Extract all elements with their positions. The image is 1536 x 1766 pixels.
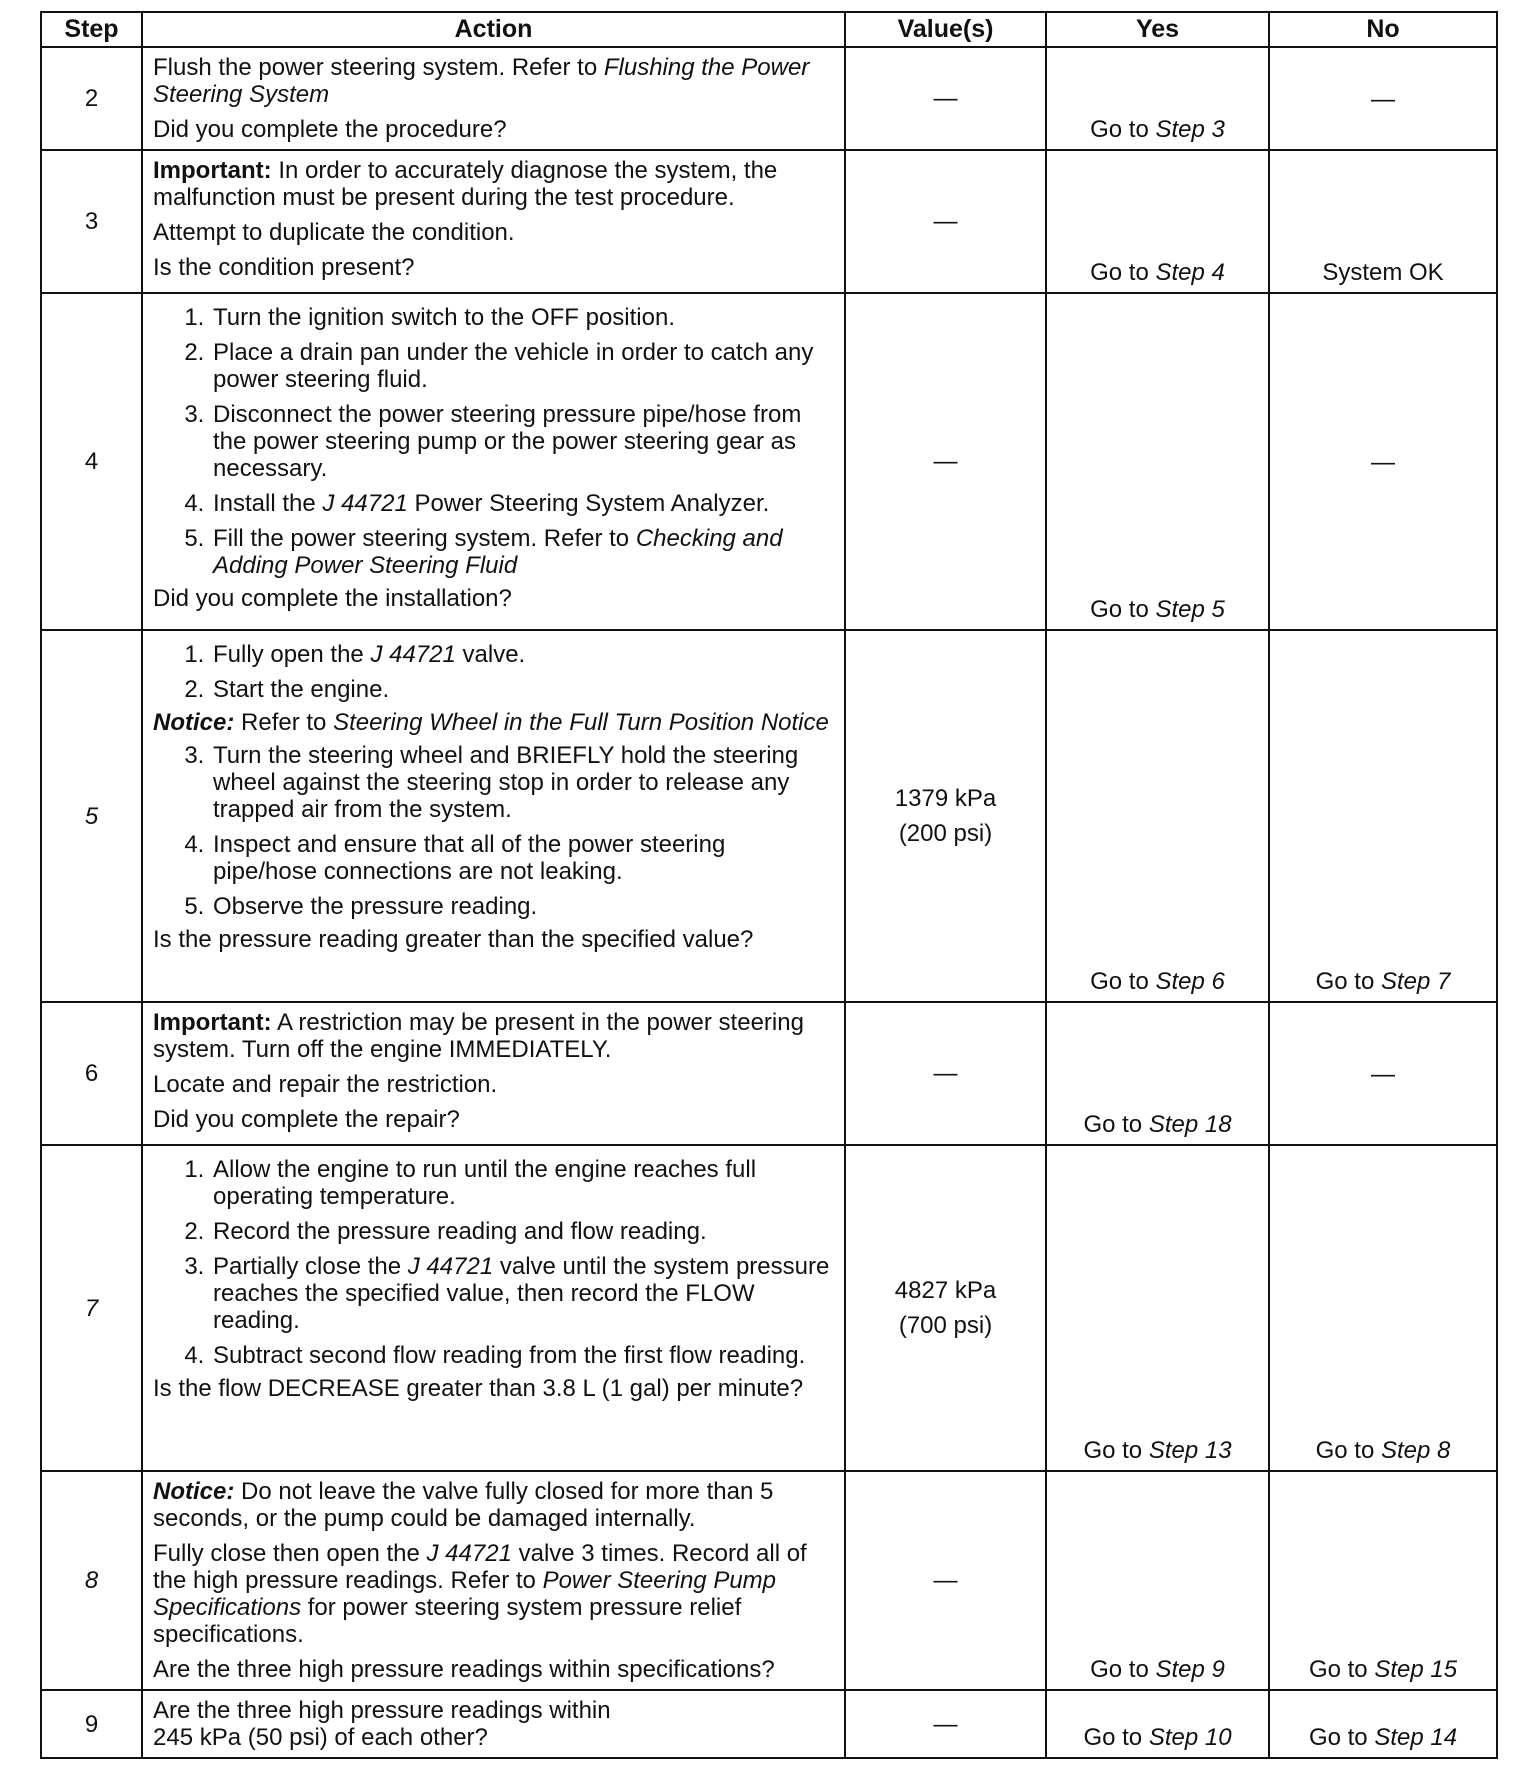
header-action: Action bbox=[142, 12, 845, 47]
yes-cell: Go to Step 10 bbox=[1046, 1690, 1269, 1758]
list-item: 3. Partially close the J 44721 valve until the system pressure reaches the specified value, then record the FLOW reading. bbox=[211, 1253, 836, 1334]
yes-cell: Go to Step 13 bbox=[1046, 1145, 1269, 1471]
action-cell bbox=[142, 1145, 845, 1471]
action-question: Is the condition present? bbox=[153, 254, 415, 281]
header-row bbox=[41, 12, 1497, 47]
table-row-step-6 bbox=[41, 1002, 1497, 1145]
list-item: 4. Inspect and ensure that all of the power steering pipe/hose connections are not leaking. bbox=[211, 831, 836, 885]
action-text: Attempt to duplicate the condition. bbox=[153, 219, 515, 246]
no-cell: Go to Step 14 bbox=[1269, 1690, 1497, 1758]
action-cell bbox=[142, 47, 845, 150]
action-question-line: 245 kPa (50 psi) of each other? bbox=[153, 1724, 488, 1751]
no-cell: Go to Step 7 bbox=[1269, 630, 1497, 1002]
header-yes: Yes bbox=[1046, 12, 1269, 47]
list-item: 3. Disconnect the power steering pressure pipe/hose from the power steering pump or the power steering gear as necessary. bbox=[211, 401, 836, 482]
no-cell: Go to Step 8 bbox=[1269, 1145, 1497, 1471]
value-kpa: 1379 kPa bbox=[894, 785, 997, 812]
table-row-step-2 bbox=[41, 47, 1497, 150]
action-text: Locate and repair the restriction. bbox=[153, 1071, 498, 1098]
value-cell: — bbox=[845, 47, 1046, 150]
value-kpa: 4827 kPa bbox=[894, 1277, 997, 1304]
action-text: Fully close then open the J 44721 valve 3 times. Record all of the high pressure readings. Refer to Power Steering Pump Specifications for power steering system pressure relief specifications. bbox=[153, 1540, 807, 1648]
action-question: Are the three high pressure readings within specifications? bbox=[153, 1656, 775, 1683]
list-item: 1. Allow the engine to run until the engine reaches full operating temperature. bbox=[211, 1156, 836, 1210]
action-cell bbox=[142, 1002, 845, 1145]
action-text: Flush the power steering system. Refer to Flushing the Power Steering System bbox=[153, 54, 810, 108]
diagnostic-table bbox=[40, 11, 1498, 1759]
step-number: 9 bbox=[41, 1690, 142, 1758]
list-item: 5. Fill the power steering system. Refer to Checking and Adding Power Steering Fluid bbox=[211, 525, 836, 579]
action-question-line: Are the three high pressure readings within bbox=[153, 1697, 611, 1724]
table-row-step-3 bbox=[41, 150, 1497, 293]
notice-note: Notice: Do not leave the valve fully closed for more than 5 seconds, or the pump could be damaged internally. bbox=[153, 1478, 774, 1532]
list-item: 2. Start the engine. bbox=[211, 676, 836, 703]
procedure-list bbox=[153, 1156, 836, 1369]
action-question: Did you complete the installation? bbox=[153, 585, 512, 612]
list-item: 1. Turn the ignition switch to the OFF position. bbox=[211, 304, 836, 331]
table-row-step-5 bbox=[41, 630, 1497, 1002]
list-item: 2. Record the pressure reading and flow reading. bbox=[211, 1218, 836, 1245]
procedure-list bbox=[153, 304, 836, 579]
yes-cell: Go to Step 4 bbox=[1046, 150, 1269, 293]
list-item: 2. Place a drain pan under the vehicle in order to catch any power steering fluid. bbox=[211, 339, 836, 393]
step-number: 2 bbox=[41, 47, 142, 150]
value-cell: — bbox=[845, 150, 1046, 293]
yes-cell: Go to Step 6 bbox=[1046, 630, 1269, 1002]
yes-cell: Go to Step 9 bbox=[1046, 1471, 1269, 1690]
notice-note: Notice: Refer to Steering Wheel in the Full Turn Position Notice bbox=[153, 709, 829, 736]
value-psi: (200 psi) bbox=[898, 820, 993, 847]
value-cell: — bbox=[845, 293, 1046, 630]
step-number: 3 bbox=[41, 150, 142, 293]
action-cell bbox=[142, 293, 845, 630]
no-cell: — bbox=[1269, 293, 1497, 630]
step-number: 7 bbox=[41, 1145, 142, 1471]
action-question: Is the pressure reading greater than the specified value? bbox=[153, 926, 754, 953]
step-number: 8 bbox=[41, 1471, 142, 1690]
header-no: No bbox=[1269, 12, 1497, 47]
action-cell bbox=[142, 630, 845, 1002]
value-psi: (700 psi) bbox=[898, 1312, 993, 1339]
value-cell bbox=[845, 630, 1046, 1002]
action-question: Did you complete the repair? bbox=[153, 1106, 460, 1133]
yes-cell: Go to Step 3 bbox=[1046, 47, 1269, 150]
no-cell: — bbox=[1269, 1002, 1497, 1145]
header-values: Value(s) bbox=[845, 12, 1046, 47]
doc-reference: Flushing the Power Steering System bbox=[153, 54, 810, 108]
step-number: 5 bbox=[41, 630, 142, 1002]
important-note: Important: A restriction may be present in the power steering system. Turn off the engine IMMEDIATELY. bbox=[153, 1009, 804, 1063]
procedure-list bbox=[153, 742, 836, 920]
no-cell: — bbox=[1269, 47, 1497, 150]
important-note: Important: In order to accurately diagnose the system, the malfunction must be present during the test procedure. bbox=[153, 157, 778, 211]
no-cell: Go to Step 15 bbox=[1269, 1471, 1497, 1690]
action-cell bbox=[142, 1690, 845, 1758]
action-cell bbox=[142, 150, 845, 293]
list-item: 5. Observe the pressure reading. bbox=[211, 893, 836, 920]
value-cell: — bbox=[845, 1690, 1046, 1758]
list-item: 4. Install the J 44721 Power Steering System Analyzer. bbox=[211, 490, 836, 517]
list-item: 4. Subtract second flow reading from the first flow reading. bbox=[211, 1342, 836, 1369]
procedure-list bbox=[153, 641, 836, 703]
header-step: Step bbox=[41, 12, 142, 47]
action-cell bbox=[142, 1471, 845, 1690]
value-cell bbox=[845, 1145, 1046, 1471]
value-cell: — bbox=[845, 1471, 1046, 1690]
table-row-step-8 bbox=[41, 1471, 1497, 1690]
value-cell: — bbox=[845, 1002, 1046, 1145]
step-number: 6 bbox=[41, 1002, 142, 1145]
no-cell: System OK bbox=[1269, 150, 1497, 293]
yes-cell: Go to Step 18 bbox=[1046, 1002, 1269, 1145]
action-question: Is the flow DECREASE greater than 3.8 L (1 gal) per minute? bbox=[153, 1375, 804, 1402]
yes-cell: Go to Step 5 bbox=[1046, 293, 1269, 630]
action-question: Did you complete the procedure? bbox=[153, 116, 507, 143]
list-item: 3. Turn the steering wheel and BRIEFLY hold the steering wheel against the steering stop in order to release any trapped air from the system. bbox=[211, 742, 836, 823]
table-row-step-7 bbox=[41, 1145, 1497, 1471]
table-row-step-4 bbox=[41, 293, 1497, 630]
table-row-step-9 bbox=[41, 1690, 1497, 1758]
step-number: 4 bbox=[41, 293, 142, 630]
list-item: 1. Fully open the J 44721 valve. bbox=[211, 641, 836, 668]
